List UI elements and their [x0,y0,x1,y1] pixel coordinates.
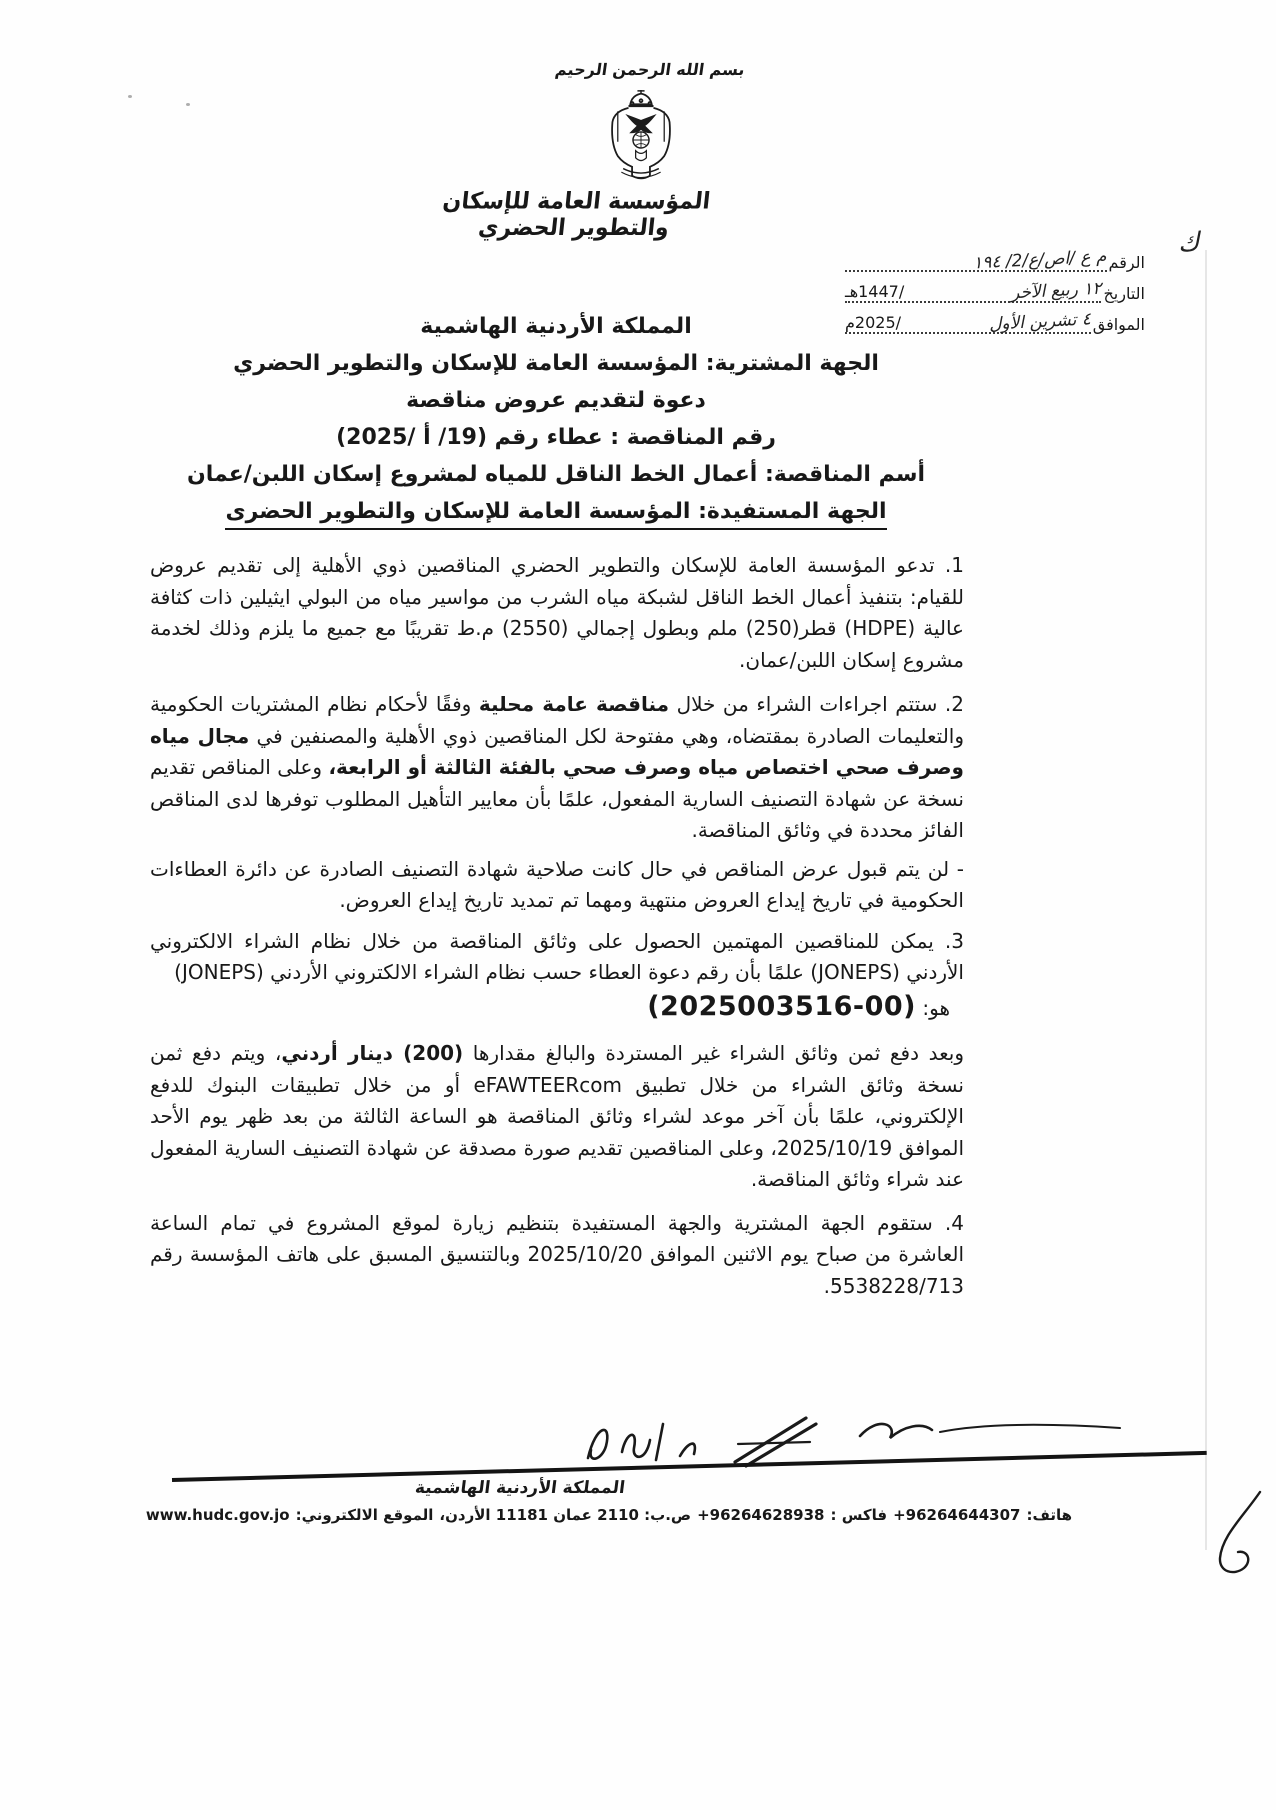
joneps-invitation-number: (2025003516-00) [647,990,917,1022]
item-1-number: 1. [944,553,964,577]
item-4-text: ستقوم الجهة المشترية والجهة المستفيدة بتنظيم زيارة لموقع المشروع في تمام الساعة العاشرة من صباح يوم الاثنين الموافق 2025/10/20 وبالتنسيق المسبق على هاتف المؤسسة رقم 5538228/713. [150,1210,965,1298]
footer-kingdom-calligraphy: المملكة الأردنية الهاشمية [413,1478,627,1498]
tender-number-line: رقم المناقصة : عطاء رقم (19/ أ /2025) [336,425,776,450]
hijri-date-row [845,277,1145,303]
beneficiary-line: الجهة المستفيدة: المؤسسة العامة للإسكان والتطوير الحضرى [225,499,886,530]
bismillah-calligraphy: بسم الله الرحمن الرحيم [553,60,747,79]
item-4-number: 4. [944,1210,965,1235]
item-4 [150,1208,964,1303]
fax-label: فاكس : [830,1506,888,1524]
item-2 [150,689,964,847]
document-headings [150,314,962,541]
item-2-text: ستتم اجراءات الشراء من خلال [669,692,938,716]
item-3b-bold-fee: (200) دينار أردني [281,1041,464,1065]
fax-number: +96264628938 [697,1506,825,1524]
tender-name-line: أسم المناقصة: أعمال الخط الناقل للمياه لمشروع إسكان اللبن/عمان [186,462,926,487]
item-3-number: 3. [944,928,965,953]
website-url: www.hudc.gov.jo [145,1506,290,1524]
invitation-line: دعوة لتقديم عروض مناقصة [406,388,706,413]
purchasing-entity-line: الجهة المشترية: المؤسسة العامة للإسكان والتطوير الحضري [233,351,879,376]
item-3b-text: ، ويتم دفع ثمن نسخة وثائق الشراء من خلال تطبيق eFAWTEERcom أو من خلال تطبيقات البنوك للدفع الإلكتروني، علمًا بأن آخر موعد لشراء وثائق المناقصة هو الساعة الثالثة من بعد ظهر يوم الأحد الموافق 2025/10/19، وعلى المناقصين تقديم صورة مصدقة عن شهادة التصنيف السارية المفعول عند شراء وثائق المناقصة. [150,1041,965,1191]
reference-number-row [845,246,1145,272]
phone-number: +96264644307 [893,1506,1021,1524]
phone-label: هاتف: [1026,1506,1072,1524]
hijri-date-label: التاريخ [1103,284,1145,303]
gregorian-date-handwritten: ٤ تشرين الأول [988,309,1092,335]
item-2-bold-local-tender: مناقصة عامة محلية [478,692,670,716]
item-2-text: وعلى المناقص تقديم نسخة عن شهادة التصنيف السارية المفعول، علمًا بأن معايير التأهيل المطلوب توفرها لدى المناقص الفائز محددة في وثائق المناقصة. [150,755,964,842]
item-3b-text: وبعد دفع ثمن وثائق الشراء غير المستردة والبالغ مقدارها [463,1041,965,1065]
item-3 [150,926,964,989]
footer-contact-line [145,1506,1075,1524]
reference-number-label: الرقم [1108,253,1145,272]
scan-speck [128,95,132,98]
item-2-number: 2. [944,692,965,716]
item-2-text: وفقًا لأحكام نظام المشتريات الحكومية والتعليمات الصادرة بمقتضاه، وهي مفتوحة لكل المناقصين ذوي الأهلية والمصنفين في [150,692,964,748]
gregorian-date-label: الموافق [1092,315,1145,334]
jordan-coat-of-arms-icon [596,90,686,194]
reference-number-handwritten: م ع /اص/ع/2/ ١٩٤ [972,246,1107,274]
hijri-year-printed: /1447هـ [845,282,905,301]
note-text: لن يتم قبول عرض المناقص في حال كانت صلاحية شهادة التصنيف الصادرة عن دائرة العطاءات الحكومية في تاريخ إيداع العروض منتهية ومهما تم تمديد تاريخ إيداع العروض. [150,856,964,912]
item-3-continuation [150,1038,964,1196]
joneps-number-line [150,991,964,1025]
item-1 [150,550,964,676]
website-label: الموقع الالكتروني: [295,1506,434,1524]
item-2-bold-classification: مجال مياه وصرف صحي اختصاص مياه وصرف صحي بالفئة الثالثة أو الرابعة، [150,723,964,779]
handwritten-corner-mark [1212,1488,1267,1587]
handwritten-kaf-mark: ك [1177,227,1201,259]
hijri-date-handwritten: ١٢ ربيع الآخر [1010,278,1102,304]
item-3-text: يمكن للمناقصين المهتمين الحصول على وثائق المناقصة من خلال نظام الشراء الالكتروني الأردني (JONEPS) علمًا بأن رقم دعوة العطاء حسب نظام الشراء الالكتروني الأردني (JONEPS) [150,928,964,984]
signature-scribble [560,1398,1140,1487]
note-dash: - [956,856,964,881]
item-1-text: تدعو المؤسسة العامة للإسكان والتطوير الحضري المناقصين ذوي الأهلية إلى تقديم عروض للقيام: بتنفيذ أعمال الخط الناقل لشبكة مياه الشرب من مواسير مياه من البولي ايثيلين ذات كثافة عالية (HDPE) قطر(250) ملم وبطول إجمالي (2550) م.ط تقريبًا مع جميع ما يلزم وذلك لخدمة مشروع إسكان اللبن/عمان. [150,553,964,672]
kingdom-title: المملكة الأردنية الهاشمية [420,314,692,339]
letter-body [150,550,964,1313]
gregorian-year-printed: /2025م [845,313,902,332]
scan-speck [186,103,190,106]
huwa-label: هو: [922,995,950,1020]
org-name-calligraphy: المؤسسة العامة للإسكان والتطوير الحضري [441,188,712,242]
scan-artifact-line [1205,250,1207,1550]
classification-note [150,854,964,917]
pobox-text: ص.ب: 2110 عمان 11181 الأردن، [439,1506,692,1524]
